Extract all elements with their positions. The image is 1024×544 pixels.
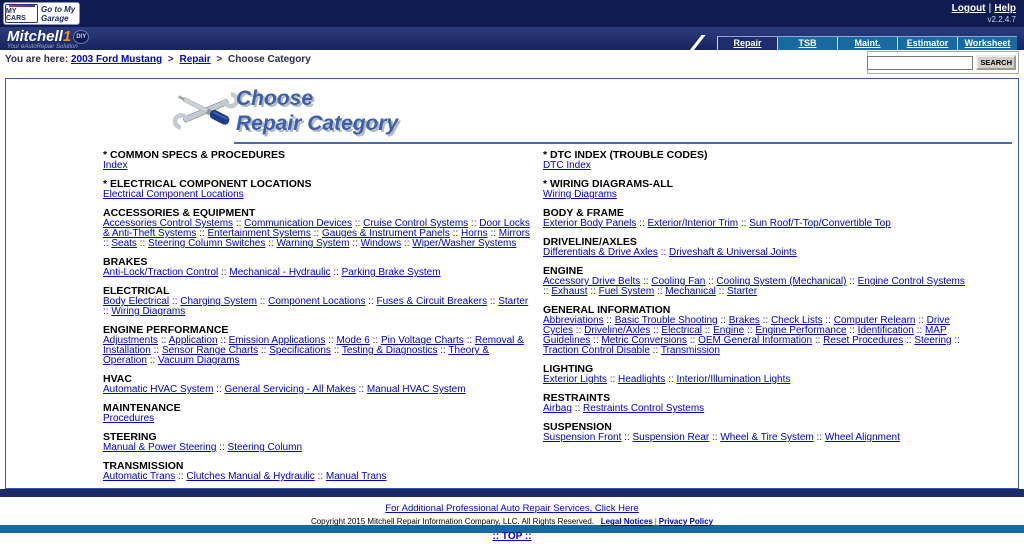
tab-worksheet[interactable]: Worksheet	[957, 37, 1017, 50]
category-link[interactable]: Clutches Manual & Hydraulic	[186, 471, 315, 482]
top-bar	[0, 0, 1024, 27]
category-section	[103, 286, 533, 317]
link-separator: ::	[256, 296, 269, 307]
category-link[interactable]: Exterior Lights	[543, 374, 607, 385]
link-separator: ::	[325, 335, 337, 346]
category-link[interactable]: Exterior/Interior Trim	[647, 218, 739, 229]
category-title: * WIRING DIAGRAMS-ALL	[543, 178, 674, 190]
category-section	[103, 208, 533, 249]
category-link[interactable]: Mechanical	[665, 286, 716, 297]
category-link[interactable]: Starter	[498, 296, 529, 307]
category-link[interactable]: Charging System	[180, 296, 257, 307]
link-separator: ::	[169, 296, 181, 307]
category-link[interactable]: Accessory Drive Belts	[543, 276, 641, 287]
category-link[interactable]: Warning System	[276, 238, 350, 249]
category-title: ENGINE	[543, 265, 584, 277]
category-link[interactable]: Sensor Range Charts	[161, 345, 259, 356]
crossed-tools-icon	[169, 86, 243, 136]
category-links	[103, 161, 533, 171]
category-link[interactable]: Mirrors	[498, 228, 530, 239]
tab-tsb[interactable]: TSB	[777, 37, 837, 50]
category-link[interactable]: Windows	[360, 238, 402, 249]
breadcrumb-separator: >	[167, 54, 174, 65]
logo-text: Mitchell1	[7, 28, 72, 45]
search-input[interactable]	[867, 56, 973, 70]
link-separator: ::	[213, 384, 225, 395]
category-link[interactable]: Starter	[727, 286, 758, 297]
category-title: BRAKES	[103, 256, 148, 268]
logo-tagline: Your eAutoRepair Solution	[7, 44, 78, 50]
link-separator: ::	[136, 238, 149, 249]
tab-estimator[interactable]: Estimator	[897, 37, 957, 50]
mitchell1-logo	[7, 28, 89, 50]
category-link[interactable]: Engine Control Systems	[857, 276, 965, 287]
link-separator: ::	[813, 432, 825, 443]
breadcrumb-row	[0, 50, 1024, 78]
category-title: DRIVELINE/AXLES	[543, 236, 637, 248]
category-links	[543, 248, 973, 258]
link-separator: ::	[738, 218, 750, 229]
link-separator: ::	[330, 267, 342, 278]
category-links	[543, 433, 973, 443]
link-separator: ::	[654, 286, 666, 297]
category-link[interactable]: Index	[103, 160, 128, 171]
link-separator: ::	[196, 228, 208, 239]
link-separator: ::	[365, 296, 377, 307]
category-link[interactable]: Automatic Trans	[103, 471, 176, 482]
link-separator: ::	[717, 315, 729, 326]
category-link[interactable]: Body Electrical	[103, 296, 170, 307]
link-separator: ::	[915, 315, 927, 326]
category-link[interactable]: Steering Column Switches	[148, 238, 266, 249]
category-section	[103, 374, 533, 395]
category-link[interactable]: Cooling Fan	[651, 276, 706, 287]
link-separator: ::	[913, 325, 925, 336]
category-link[interactable]: Wiring Diagrams	[111, 306, 186, 317]
link-separator: ::	[640, 276, 652, 287]
category-links	[543, 375, 973, 385]
category-link[interactable]: Gauges & Instrument Panels	[322, 228, 450, 239]
category-link[interactable]: Vacuum Diagrams	[158, 355, 240, 366]
category-link[interactable]: Testing & Diagnostics	[341, 345, 438, 356]
footer-promo-link[interactable]: For Additional Professional Auto Repair Services, Click Here	[385, 503, 639, 514]
link-separator: ::	[349, 238, 361, 249]
breadcrumb-label: You are here:	[5, 54, 69, 65]
category-section	[543, 237, 973, 258]
category-link[interactable]: Seats	[111, 238, 137, 249]
link-separator: ::	[233, 218, 245, 229]
link-separator: ::	[657, 247, 669, 258]
category-columns	[6, 144, 1018, 489]
category-section	[103, 325, 533, 366]
category-title: ENGINE PERFORMANCE	[103, 324, 229, 336]
plate-decoration	[9, 5, 35, 7]
category-section	[103, 150, 533, 171]
link-separator: ::	[587, 286, 599, 297]
category-link[interactable]: Driveline/Axles	[584, 325, 651, 336]
copyright-text: Copyright 2015 Mitchell Repair Information Company, LLC. All Rights Reserved.	[310, 517, 595, 526]
logout-link[interactable]: Logout	[951, 3, 986, 14]
category-link[interactable]: MAP Guidelines	[543, 325, 947, 346]
category-link[interactable]: Manual Trans	[325, 471, 387, 482]
category-title: GENERAL INFORMATION	[543, 304, 671, 316]
category-link[interactable]: Application	[168, 335, 218, 346]
link-separator: ::	[846, 276, 858, 287]
back-to-top-link[interactable]: :: TOP ::	[492, 531, 532, 542]
link-separator: ::	[621, 432, 633, 443]
link-separator: ::	[258, 345, 270, 356]
category-link[interactable]: Transmission	[660, 345, 720, 356]
link-separator: ::	[103, 238, 112, 249]
category-link[interactable]: Manual HVAC System	[366, 384, 466, 395]
category-title: ELECTRICAL	[103, 285, 170, 297]
category-link[interactable]: Sun Roof/T-Top/Convertible Top	[749, 218, 891, 229]
page-title: Choose Repair Category	[236, 87, 399, 135]
category-link[interactable]: Differentials & Drive Axles	[543, 247, 658, 258]
category-title: * ELECTRICAL COMPONENT LOCATIONS	[103, 178, 312, 190]
category-link[interactable]: Wiring Diagrams	[543, 189, 617, 200]
category-title: BODY & FRAME	[543, 207, 624, 219]
tab-maint[interactable]: Maint.	[837, 37, 897, 50]
category-link[interactable]: Fuses & Circuit Breakers	[376, 296, 488, 307]
link-separator: ::	[265, 238, 277, 249]
go-to-my-garage-button[interactable]	[3, 2, 80, 25]
link-separator: ::	[606, 374, 619, 385]
footer-body	[0, 497, 1024, 542]
link-separator: ::	[369, 335, 381, 346]
category-link[interactable]: Mode 6	[336, 335, 370, 346]
category-link[interactable]: Wiper/Washer Systems	[412, 238, 517, 249]
category-links	[103, 443, 533, 453]
category-column-left	[103, 150, 533, 489]
category-link[interactable]: Steering	[914, 335, 952, 346]
link-separator: ::	[217, 335, 229, 346]
category-section	[543, 150, 973, 171]
category-links	[543, 190, 973, 200]
category-link[interactable]: Electrical Component Locations	[103, 189, 244, 200]
category-title: * COMMON SPECS & PROCEDURES	[103, 149, 286, 161]
link-separator: ::	[701, 325, 714, 336]
category-links	[103, 414, 533, 424]
link-separator: ::	[150, 345, 162, 356]
category-links	[543, 316, 973, 356]
link-separator: ::	[314, 471, 326, 482]
category-section	[543, 208, 973, 229]
link-separator: ::	[543, 286, 552, 297]
breadcrumb-vehicle-link[interactable]: 2003 Ford Mustang	[70, 54, 163, 65]
category-links	[543, 219, 973, 229]
link-separator: ::	[571, 403, 584, 414]
category-title: RESTRAINTS	[543, 392, 611, 404]
category-link[interactable]: Automatic HVAC System	[103, 384, 214, 395]
category-link[interactable]: Cruise Control Systems	[363, 218, 469, 229]
category-links	[103, 268, 533, 278]
category-title: HVAC	[103, 373, 132, 385]
category-links	[543, 404, 973, 414]
category-link[interactable]: Computer Relearn	[833, 315, 916, 326]
link-separator: ::	[146, 355, 159, 366]
category-link[interactable]: Identification	[857, 325, 914, 336]
diy-badge: DIY	[73, 30, 89, 44]
category-column-right	[543, 150, 973, 489]
link-separator: ::	[218, 267, 230, 278]
category-link[interactable]: Cooling System (Mechanical)	[716, 276, 847, 287]
link-separator: ::	[573, 325, 585, 336]
brand-bar	[0, 27, 1024, 50]
category-section	[543, 266, 973, 297]
category-title: * DTC INDEX (TROUBLE CODES)	[543, 149, 708, 161]
link-separator: ::	[903, 335, 915, 346]
category-title: MAINTENANCE	[103, 402, 181, 414]
link-separator: ::	[590, 335, 602, 346]
category-section	[543, 305, 973, 356]
category-link[interactable]: Reset Procedures	[823, 335, 904, 346]
breadcrumb-repair-link[interactable]: Repair	[179, 54, 211, 65]
category-link[interactable]: Specifications	[269, 345, 331, 356]
link-separator: ::	[846, 325, 858, 336]
category-title: ACCESSORIES & EQUIPMENT	[103, 207, 256, 219]
link-separator: ::	[487, 228, 499, 239]
link-separator: ::	[603, 315, 615, 326]
link-separator: ::	[352, 218, 364, 229]
category-section	[103, 432, 533, 453]
category-link[interactable]: Anti-Lock/Traction Control	[103, 267, 219, 278]
link-separator: ::	[103, 306, 112, 317]
category-link[interactable]: Door Locks & Anti-Theft Systems	[103, 218, 530, 239]
link-separator: ::	[665, 374, 677, 385]
category-header	[6, 86, 1018, 144]
category-link[interactable]: Headlights	[618, 374, 666, 385]
category-link[interactable]: Check Lists	[770, 315, 823, 326]
category-link[interactable]: Brakes	[728, 315, 760, 326]
link-separator: ::	[487, 296, 499, 307]
category-section	[103, 179, 533, 200]
breadcrumb-separator: >	[216, 54, 223, 65]
link-separator: ::	[158, 335, 169, 346]
link-separator: ::	[636, 218, 648, 229]
category-link[interactable]: Exterior Body Panels	[543, 218, 637, 229]
search-button[interactable]: SEARCH	[976, 55, 1016, 70]
link-separator: ::	[449, 228, 461, 239]
category-link[interactable]: Pin Voltage Charts	[380, 335, 464, 346]
category-link[interactable]: DTC Index	[543, 160, 591, 171]
category-section	[103, 461, 533, 482]
link-separator: ::	[715, 286, 728, 297]
category-link[interactable]: General Servicing - All Makes	[224, 384, 356, 395]
category-link[interactable]: Interior/Illumination Lights	[676, 374, 791, 385]
category-link[interactable]: Emission Applications	[228, 335, 326, 346]
category-link[interactable]: Fuel System	[598, 286, 655, 297]
main-content	[5, 78, 1019, 489]
category-link[interactable]: Exhaust	[551, 286, 588, 297]
category-link[interactable]: Driveshaft & Universal Joints	[668, 247, 797, 258]
category-links	[103, 297, 533, 317]
category-link[interactable]: Airbag	[543, 403, 572, 414]
category-links	[103, 190, 533, 200]
link-separator: ::	[649, 345, 661, 356]
header-rule	[234, 142, 1012, 144]
category-title: LIGHTING	[543, 363, 594, 375]
link-separator: ::	[812, 335, 824, 346]
link-separator: ::	[175, 471, 187, 482]
category-link[interactable]: Wheel Alignment	[824, 432, 900, 443]
my-cars-plate-icon	[5, 4, 38, 23]
link-separator: ::	[686, 335, 699, 346]
category-link[interactable]: Procedures	[103, 413, 155, 424]
category-link[interactable]: Wheel & Tire System	[720, 432, 814, 443]
category-link[interactable]: Abbreviations	[543, 315, 604, 326]
my-cars-label: MY CARS	[6, 8, 26, 22]
nav-tabs	[717, 36, 1017, 50]
category-section	[543, 393, 973, 414]
footer	[0, 489, 1024, 542]
link-separator: ::	[744, 325, 756, 336]
category-title: STEERING	[103, 431, 157, 443]
category-link[interactable]: Steering Column	[227, 442, 303, 453]
category-link[interactable]: Removal & Installation	[103, 335, 524, 356]
category-link[interactable]: Suspension Rear	[632, 432, 710, 443]
category-links	[103, 219, 533, 249]
category-links	[103, 472, 533, 482]
category-link[interactable]: Basic Trouble Shooting	[614, 315, 718, 326]
category-link[interactable]: Electrical	[661, 325, 702, 336]
version-label: v2.2.4.7	[987, 15, 1016, 24]
link-separator: ::	[468, 218, 480, 229]
category-link[interactable]: Mechanical - Hydraulic	[229, 267, 331, 278]
category-links	[103, 336, 533, 366]
link-separator: ::	[401, 238, 413, 249]
link-divider: |	[988, 3, 992, 14]
category-link[interactable]: Manual & Power Steering	[103, 442, 217, 453]
category-links	[543, 277, 973, 297]
category-title: TRANSMISSION	[103, 460, 184, 472]
category-link[interactable]: Communication Devices	[244, 218, 352, 229]
category-section	[103, 403, 533, 424]
link-separator: ::	[216, 442, 228, 453]
category-link[interactable]: Engine Performance	[755, 325, 847, 336]
search-panel	[867, 51, 1019, 74]
category-link[interactable]: Suspension Front	[543, 432, 622, 443]
link-separator: ::	[437, 345, 449, 356]
link-separator: ::	[951, 335, 960, 346]
category-link[interactable]: Restraints Control Systems	[583, 403, 705, 414]
category-link[interactable]: Engine	[713, 325, 745, 336]
category-links	[543, 161, 973, 171]
legal-divider: |	[654, 517, 657, 526]
link-separator: ::	[650, 325, 662, 336]
legal-notices-link[interactable]: Legal Notices	[600, 517, 653, 526]
category-title: SUSPENSION	[543, 421, 612, 433]
category-section	[543, 179, 973, 200]
category-link[interactable]: Component Locations	[268, 296, 366, 307]
category-section	[543, 422, 973, 443]
category-link[interactable]: Metric Conversions	[601, 335, 687, 346]
tab-repair[interactable]: Repair	[717, 37, 777, 50]
category-link[interactable]: Theory & Operation	[103, 345, 489, 366]
session-links	[952, 3, 1016, 24]
privacy-policy-link[interactable]: Privacy Policy	[658, 517, 714, 526]
category-links	[103, 385, 533, 395]
link-separator: ::	[709, 432, 721, 443]
category-link[interactable]: Entertainment Systems	[207, 228, 311, 239]
link-separator: ::	[310, 228, 322, 239]
category-section	[103, 257, 533, 278]
link-separator: ::	[822, 315, 834, 326]
garage-button-label: Go to My Garage	[41, 5, 76, 23]
category-section	[543, 364, 973, 385]
link-separator: ::	[463, 335, 475, 346]
category-link[interactable]: Adjustments	[103, 335, 159, 346]
category-link[interactable]: Drive Cycles	[543, 315, 950, 336]
link-separator: ::	[330, 345, 342, 356]
breadcrumb-current: Choose Category	[228, 54, 311, 65]
category-link[interactable]: Horns	[460, 228, 488, 239]
link-separator: ::	[705, 276, 717, 287]
breadcrumb	[5, 54, 311, 65]
link-separator: ::	[759, 315, 771, 326]
category-link[interactable]: Parking Brake System	[341, 267, 441, 278]
category-link[interactable]: Traction Control Disable	[543, 345, 650, 356]
category-link[interactable]: OEM General Information	[698, 335, 813, 346]
link-separator: ::	[355, 384, 367, 395]
footer-navy-bar	[0, 489, 1024, 497]
category-link[interactable]: Accessories Control Systems	[103, 218, 234, 229]
help-link[interactable]: Help	[994, 3, 1016, 14]
